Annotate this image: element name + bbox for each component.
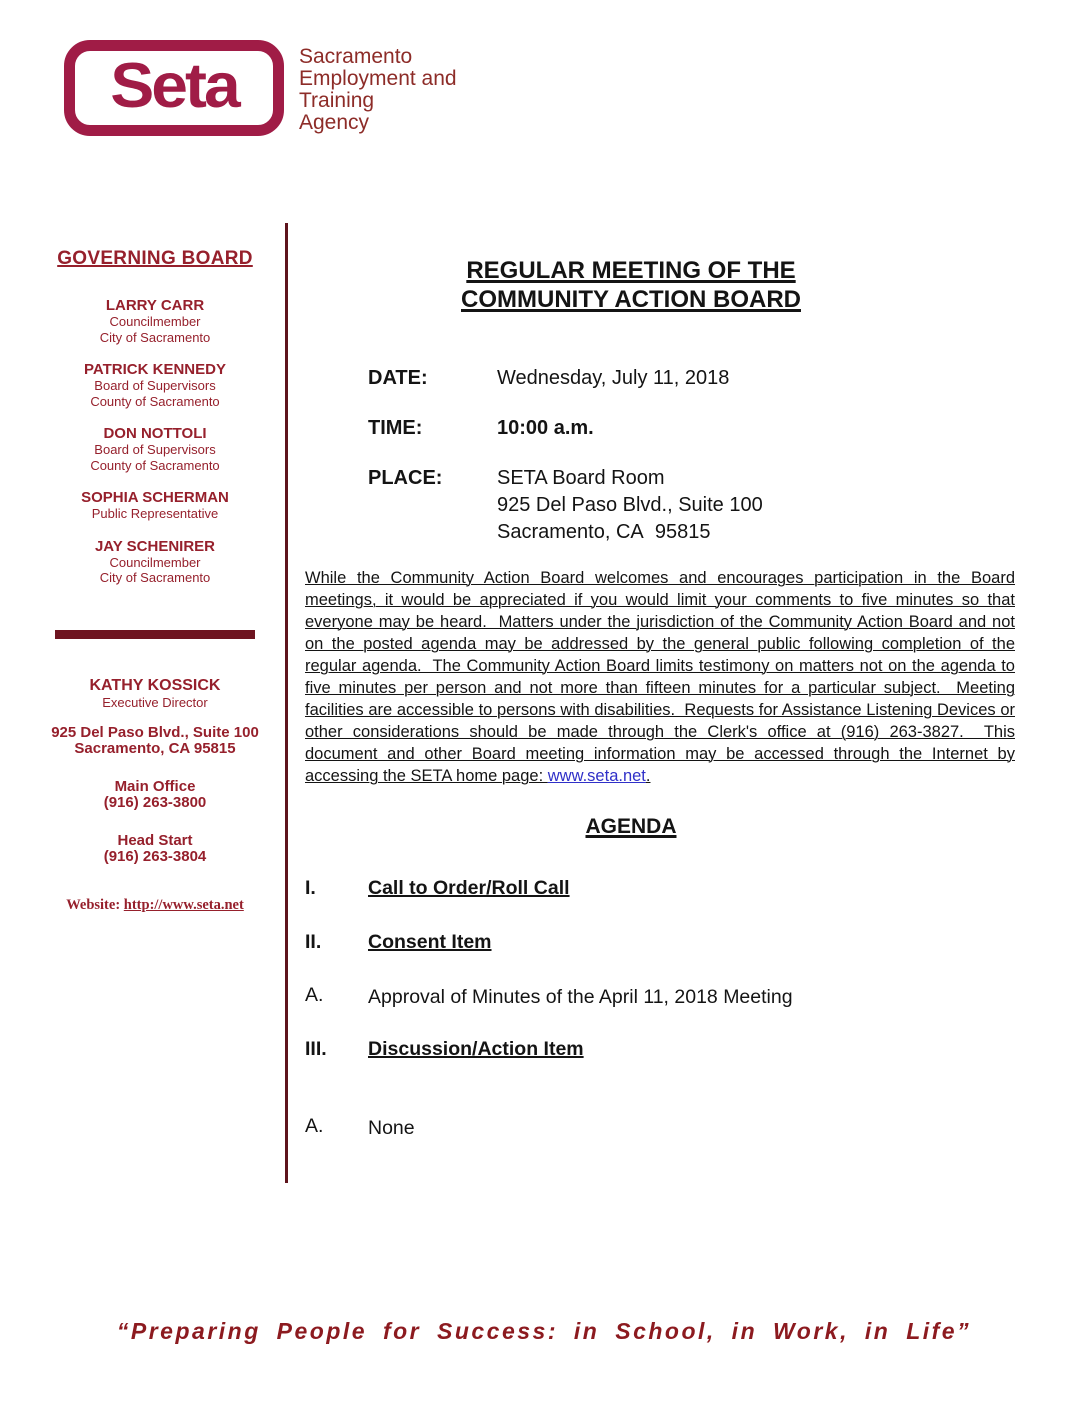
agency-tagline: “Preparing People for Success: in School, in Work, in Life”	[116, 1318, 972, 1344]
agenda-item-numeral: III.	[305, 1038, 327, 1060]
website-line	[40, 897, 270, 914]
public-participation-notice	[305, 567, 1015, 787]
sidebar-divider-bar	[55, 630, 255, 639]
member-org: City of Sacramento	[99, 329, 211, 345]
member-name: DON NOTTOLI	[103, 425, 207, 442]
executive-title: Executive Director	[102, 694, 208, 710]
time-label: TIME:	[368, 417, 423, 439]
place-label: PLACE:	[368, 467, 443, 489]
member-name: PATRICK KENNEDY	[84, 361, 226, 378]
org-name-line: Training	[299, 89, 375, 112]
member-org: County of Sacramento	[90, 457, 220, 473]
agenda-subitem-text: Approval of Minutes of the April 11, 2018 Meeting	[368, 986, 793, 1008]
member-role: Board of Supervisors	[94, 442, 216, 457]
contact-phone: (916) 263-3804	[103, 848, 207, 865]
agenda-item-numeral: II.	[305, 931, 322, 953]
meeting-date-row	[305, 365, 1015, 392]
member-name: SOPHIA SCHERMAN	[81, 489, 229, 506]
executive-name: KATHY KOSSICK	[89, 676, 221, 694]
board-member	[40, 361, 270, 409]
agenda-item-heading: Consent Item	[368, 931, 492, 953]
place-line: SETA Board Room	[497, 467, 665, 489]
meeting-title-line: REGULAR MEETING OF THE	[466, 257, 796, 284]
agenda-subitem-minutes-approval	[305, 984, 1015, 1011]
member-role: Board of Supervisors	[94, 378, 216, 393]
agenda-item-discussion-action	[305, 1038, 1015, 1061]
place-line: Sacramento, CA 95815	[497, 521, 711, 543]
member-role: Public Representative	[91, 506, 219, 521]
member-org: County of Sacramento	[90, 393, 220, 409]
sidebar-website-link[interactable]: http://www.seta.net	[123, 896, 244, 913]
time-value: 10:00 a.m.	[497, 417, 594, 439]
agenda-document-body	[305, 250, 1015, 1142]
board-member	[40, 297, 270, 345]
member-name: LARRY CARR	[105, 297, 205, 314]
agenda-item-numeral: I.	[305, 877, 316, 899]
address-line: Sacramento, CA 95815	[74, 740, 236, 757]
seta-logo	[64, 40, 457, 136]
date-value: Wednesday, July 11, 2018	[497, 367, 730, 389]
board-member	[40, 489, 270, 522]
address-line: 925 Del Paso Blvd., Suite 100	[51, 723, 259, 741]
vertical-divider	[285, 223, 288, 1183]
agenda-subitem-letter: A.	[305, 1115, 324, 1137]
meeting-title-line: COMMUNITY ACTION BOARD	[461, 286, 801, 313]
org-name-line: Agency	[299, 111, 370, 134]
meeting-place-row	[305, 465, 1015, 546]
member-role: Councilmember	[109, 554, 201, 570]
date-label: DATE:	[368, 367, 428, 389]
org-name-line: Employment and	[299, 67, 457, 90]
agency-address	[40, 725, 270, 758]
seta-logo-mark	[64, 40, 284, 136]
member-role: Councilmember	[109, 314, 201, 329]
agenda-title: AGENDA	[585, 815, 677, 838]
notice-suffix: .	[645, 767, 651, 785]
place-value	[497, 465, 763, 546]
agenda-subitem-text: None	[368, 1117, 415, 1139]
seta-logo-wordmark	[299, 40, 457, 134]
governing-board-sidebar	[40, 248, 270, 914]
contact-phone: (916) 263-3800	[103, 794, 207, 811]
agenda-item-heading: Discussion/Action Item	[368, 1038, 584, 1060]
agenda-item-call-to-order	[305, 877, 1015, 900]
member-org: City of Sacramento	[99, 570, 211, 585]
agenda-subitem-letter: A.	[305, 984, 324, 1006]
main-office-contact	[40, 779, 270, 812]
place-line: 925 Del Paso Blvd., Suite 100	[497, 494, 763, 516]
head-start-contact	[40, 833, 270, 866]
agenda-item-consent	[305, 931, 1015, 954]
agenda-item-heading: Call to Order/Roll Call	[368, 877, 570, 899]
seta-logo-acronym: Seta	[110, 50, 238, 121]
seta-homepage-link[interactable]: www.seta.net	[547, 767, 646, 785]
meeting-time-row	[305, 415, 1015, 442]
notice-text: While the Community Action Board welcomes and encourages participation in the Board meetings, it would be appreciated if you would limit your comments to five minutes so that everyone may be heard. Matters under the jurisdiction of the Community Action Board and not on the posted agenda may be addressed by the general public following completion of the regular agenda. The Community Action Board limits testimony on matters not on the agenda to five minutes per person and not more than fifteen minutes for a particular subject. Meeting facilities are accessible to persons with disabilities. Requests for Assistance Listening Devices or other considerations should be made through the Clerk's office at (916) 263-3827. This document and other Board meeting information may be accessed through the Internet by accessing the SETA home page:	[305, 569, 1015, 785]
agenda-subitem-none	[305, 1115, 1015, 1142]
executive-director-block	[40, 677, 270, 710]
contact-label: Main Office	[114, 777, 196, 795]
website-label: Website:	[66, 896, 121, 913]
board-member-list	[40, 297, 270, 586]
board-member	[40, 538, 270, 586]
meeting-title	[305, 256, 957, 314]
meeting-details	[305, 365, 1015, 546]
contact-label: Head Start	[117, 831, 193, 849]
board-member	[40, 425, 270, 473]
member-name: JAY SCHENIRER	[94, 537, 216, 555]
sidebar-title: GOVERNING BOARD	[57, 248, 253, 269]
org-name-line: Sacramento	[299, 45, 413, 68]
